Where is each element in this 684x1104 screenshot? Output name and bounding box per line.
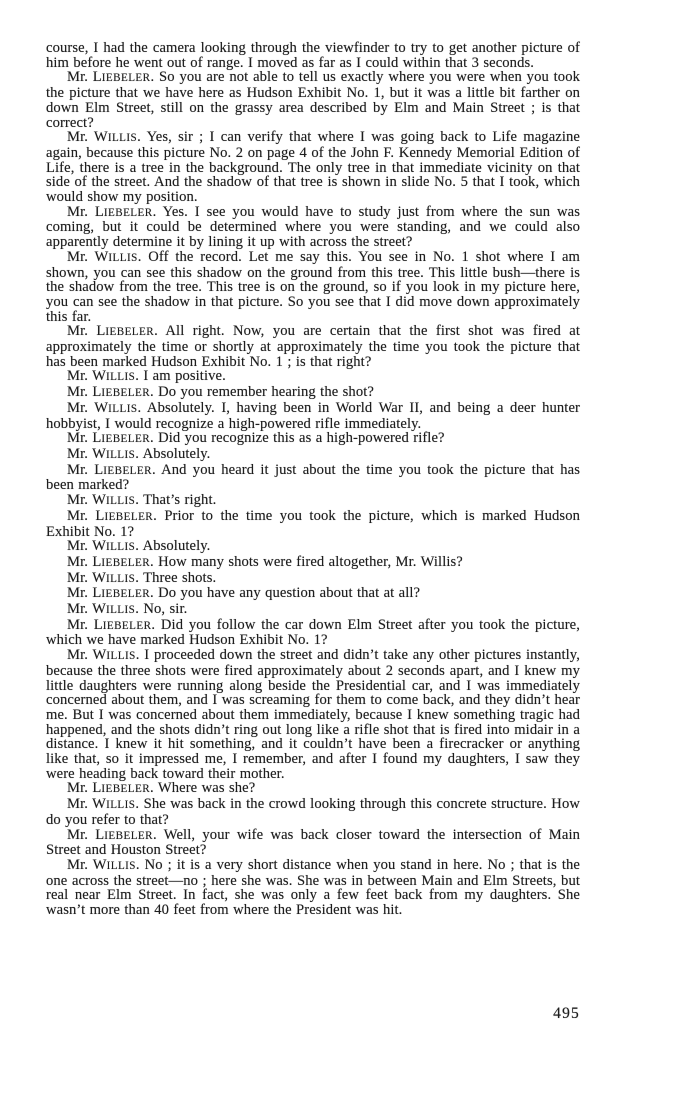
transcript-paragraph: Mr. LIEBELER. Did you follow the car down Elm Street after you took the picture, which we have marked Hudson Exhibit No. 1? [46,616,580,649]
speaker-name: Mr. LIEBELER [67,585,151,602]
transcript-paragraph: Mr. LIEBELER. All right. Now, you are certain that the first shot was fired at approximately the time or shortly at approximately the time you took the picture that has been marked Hudson Exhibit No. 1 ; is that right? [46,323,580,370]
page-number: 495 [553,1005,580,1022]
speaker-name: Mr. WILLIS [67,248,138,265]
transcript-paragraph: Mr. WILLIS. No, sir. [67,601,188,618]
speaker-name: Mr. WILLIS [67,856,136,873]
transcript-paragraph: Mr. WILLIS. That’s right. [67,492,217,509]
speaker-name: Mr. LIEBELER [67,553,151,570]
speaker-name: Mr. LIEBELER [67,616,152,633]
speaker-name: Mr. LIEBELER [67,826,153,843]
transcript-paragraph: Mr. LIEBELER. Do you have any question about that at all? [67,585,421,602]
transcript-paragraph: Mr. WILLIS. No ; it is a very short distance when you stand in here. No ; that is the one across the street—no ; here she was. She was in between Main and Elm Streets, but real near Elm Street. In fact, she was only a few feet back from my daughters. She wasn’t more than 40 feet from where the President was hit. [46,856,580,919]
transcript-paragraph: Mr. LIEBELER. Did you recognize this as a high-powered rifle? [67,430,445,447]
transcript-paragraph: Mr. WILLIS. Off the record. Let me say this. You see in No. 1 shot where I am shown, you can see this shadow on the ground from this tree. This little bush—there is the shadow from the tree. This tree is on the ground, so if you look in my picture here, you can see the shadow in that picture. So you see that I did move down approximately this far. [46,248,580,325]
speaker-name: Mr. WILLIS [67,569,136,586]
speaker-name: Mr. WILLIS [67,399,138,416]
transcript-paragraph: course, I had the camera looking through the viewfinder to try to get another picture of him before he went out of range. I moved as far as I could within that 3 seconds. [46,40,580,71]
transcript-paragraph: Mr. WILLIS. She was back in the crowd looking through this concrete structure. How do you refer to that? [46,796,580,828]
speaker-name: Mr. WILLIS [67,129,138,146]
transcript-paragraph: Mr. WILLIS. I am positive. [67,368,226,385]
transcript-paragraph: Mr. LIEBELER. And you heard it just about the time you took the picture that has been marked? [46,461,580,494]
transcript-paragraph: Mr. WILLIS. Absolutely. [67,538,211,555]
transcript-paragraph: Mr. WILLIS. I proceeded down the street and didn’t take any other pictures instantly, because the three shots were fired approximately about 2 seconds apart, and I knew my little daughters were running along beside the Presidential car, and I was immediately concerned about them, and I was screaming for them to come back, and they didn’t hear me. But I was concerned about them immediately, because I knew something tragic had happened, and the shots didn’t ring out long like a rifle shot that is fired into midair in a distance. I knew it hit something, and it couldn’t have been a firecracker or anything like that, so it impressed me, I remember, and after I found my daughters, I saw they were heading back toward their mother. [46,647,580,782]
transcript-paragraph: Mr. WILLIS. Absolutely. I, having been in World War II, and being a deer hunter hobbyist, I would recognize a high-powered rifle immediately. [46,399,580,432]
transcript-paragraph: Mr. LIEBELER. Do you remember hearing the shot? [67,384,374,401]
speaker-name: Mr. WILLIS [67,601,136,618]
transcript-paragraph: Mr. LIEBELER. How many shots were fired altogether, Mr. Willis? [67,553,463,570]
speaker-name: Mr. LIEBELER [67,461,152,478]
speaker-name: Mr. WILLIS [67,647,136,664]
speaker-name: Mr. LIEBELER [67,430,151,447]
speaker-name: Mr. LIEBELER [67,507,154,524]
speaker-name: Mr. LIEBELER [67,384,151,401]
speaker-name: Mr. LIEBELER [67,203,153,220]
speaker-name: Mr. WILLIS [67,492,136,509]
speaker-name: Mr. LIEBELER [67,69,151,86]
speaker-name: Mr. WILLIS [67,445,136,462]
transcript-paragraph: Mr. WILLIS. Yes, sir ; I can verify that where I was going back to Life magazine again, because this picture No. 2 on page 4 of the John F. Kennedy Memorial Edition of Life, there is a tree in the background. The only tree in that immediate vicinity on that side of the street. And the shadow of that tree is shown in slide No. 5 that I took, which would show my position. [46,129,580,206]
transcript-paragraph: Mr. WILLIS. Absolutely. [67,445,211,462]
transcript-paragraph: Mr. LIEBELER. Prior to the time you took the picture, which is marked Hudson Exhibit No. 1? [46,507,580,540]
speaker-name: Mr. WILLIS [67,538,136,555]
transcript-paragraph: Mr. LIEBELER. So you are not able to tell us exactly where you were when you took the picture that we have here as Hudson Exhibit No. 1, but it was a little bit farther on down Elm Street, still on the grassy area described by Elm and Main Street ; is that correct? [46,69,581,131]
speaker-name: Mr. WILLIS [67,368,136,385]
transcript-paragraph: Mr. LIEBELER. Well, your wife was back closer toward the intersection of Main Street and Houston Street? [46,826,581,859]
transcript-paragraph: Mr. WILLIS. Three shots. [67,569,217,586]
transcript-paragraph: Mr. LIEBELER. Where was she? [67,780,256,797]
speaker-name: Mr. LIEBELER [67,780,151,797]
transcript-text-block [46,41,580,918]
transcript-paragraph: Mr. LIEBELER. Yes. I see you would have to study just from where the sun was coming, but it could be determined where you were standing, and we could also apparently determine it by lining it up with across the street? [46,203,581,251]
speaker-name: Mr. LIEBELER [67,323,155,340]
speaker-name: Mr. WILLIS [67,796,136,813]
